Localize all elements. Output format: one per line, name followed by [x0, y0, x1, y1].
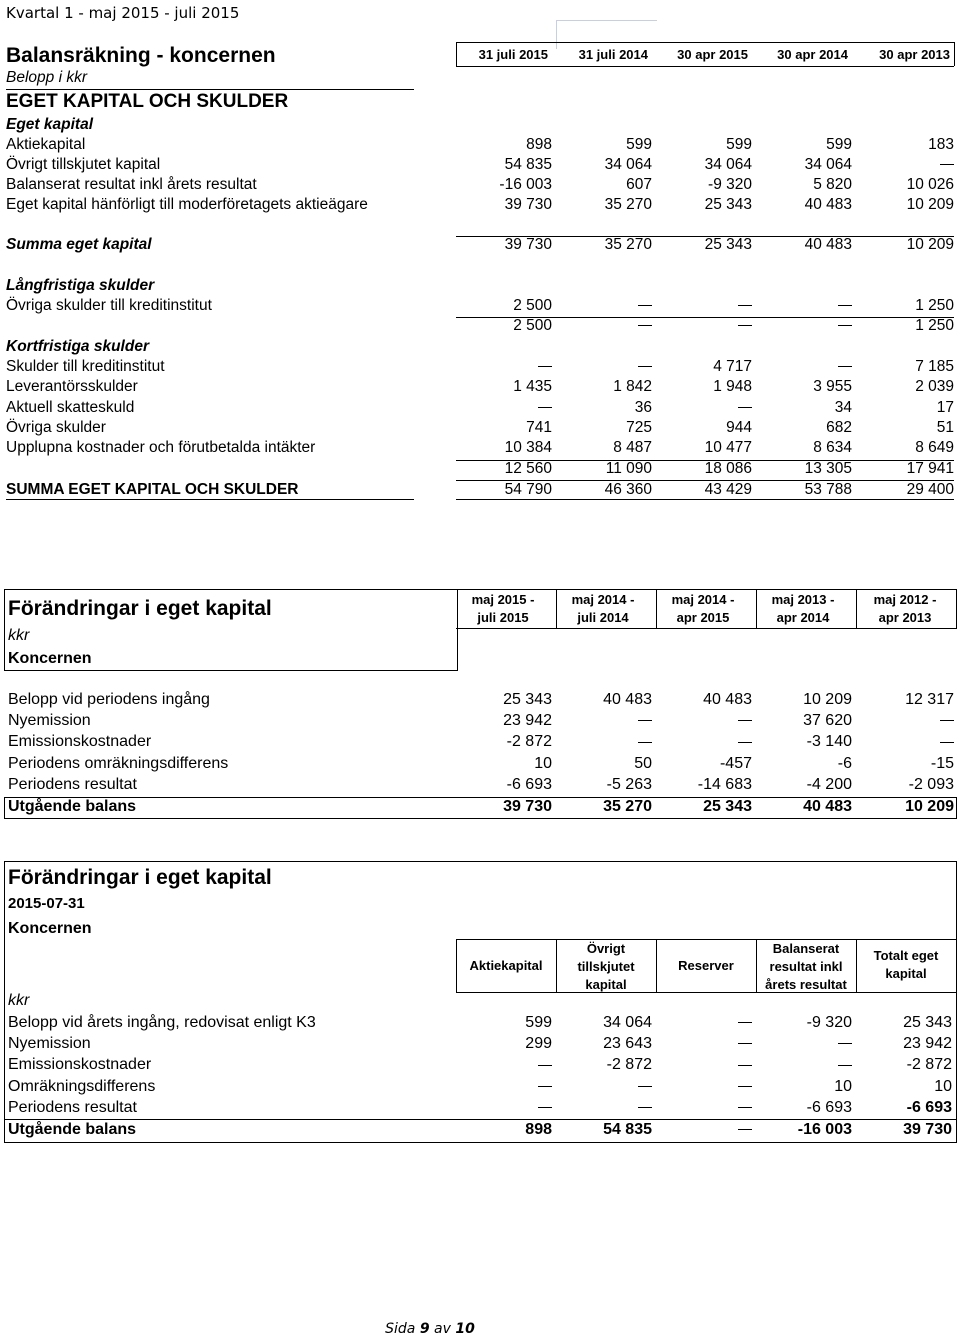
table-cell: 23 643 [603, 1035, 652, 1053]
column-header: juli 2015 [477, 610, 529, 625]
footer-mid: av [429, 1321, 456, 1337]
equity-group: Koncernen [8, 920, 92, 937]
dash-cell [650, 1099, 752, 1117]
table-cell: 2 500 [513, 317, 552, 334]
table-cell: 5 820 [813, 176, 852, 193]
dash-cell [448, 399, 552, 417]
table-cell: -2 872 [606, 1056, 652, 1074]
table-cell: 36 [634, 398, 652, 416]
table-cell: 8 649 [915, 439, 954, 457]
table-cell: 10 209 [803, 691, 852, 708]
table-cell: 39 730 [503, 798, 552, 815]
eget-kapital-heading: Eget kapital [6, 116, 93, 133]
table-cell: 18 086 [704, 459, 752, 477]
column-header: apr 2015 [676, 610, 730, 625]
dash-mark [940, 720, 954, 721]
balance-title: Balansräkning - koncernen [6, 44, 276, 67]
table-cell: 2 500 [513, 297, 552, 314]
table-cell: 682 [826, 418, 852, 436]
table-cell: 34 064 [704, 156, 752, 173]
table-cell: 944 [726, 418, 752, 436]
dash-cell [650, 1035, 752, 1053]
footer-total: 10 [455, 1321, 475, 1337]
table-cell: 599 [525, 1014, 552, 1031]
column-header: 31 juli 2015 [478, 47, 548, 62]
table-cell: 34 064 [604, 156, 652, 173]
row-label: Övriga skulder till kreditinstitut [6, 297, 212, 314]
table-cell: 46 360 [604, 481, 652, 498]
table-cell: 10 209 [905, 798, 954, 815]
table-cell: 2 039 [915, 378, 954, 396]
row-label: Emissionskostnader [8, 733, 152, 751]
dash-cell [748, 317, 852, 335]
dash-cell [548, 317, 652, 335]
table-cell: -6 693 [906, 1098, 952, 1116]
dash-cell [648, 399, 752, 417]
row-label: Utgående balans [8, 1121, 137, 1138]
row-label: Nyemission [8, 1035, 91, 1053]
table-cell: 10 [834, 1077, 852, 1095]
table-cell: 35 270 [603, 798, 652, 815]
column-header: maj 2014 - [571, 592, 635, 607]
table-cell: -457 [719, 754, 752, 772]
column-header: apr 2013 [878, 610, 932, 625]
table-cell: 43 429 [704, 481, 752, 498]
row-label: Nyemission [8, 712, 91, 730]
table-cell: 898 [525, 1121, 552, 1138]
row-label: Upplupna kostnader och förutbetalda intäkter [6, 439, 316, 457]
table-cell: 599 [826, 136, 852, 153]
row-label: Emissionskostnader [8, 1056, 152, 1074]
dash-cell [550, 1078, 652, 1096]
column-header-top-border [456, 42, 954, 43]
table-cell: 10 384 [504, 439, 552, 457]
changes-header-right-border [956, 589, 957, 629]
row-label: Belopp vid periodens ingång [8, 691, 210, 708]
table-cell: 1 842 [613, 378, 652, 396]
dash-cell [650, 1056, 752, 1074]
column-header: maj 2013 - [771, 592, 835, 607]
column-header: Reserver [678, 958, 734, 973]
equity-unit: kkr [8, 992, 30, 1009]
table-cell: 34 [834, 398, 852, 416]
row-label: Aktiekapital [6, 136, 86, 153]
row-label: Belopp vid årets ingång, redovisat enligt K3 [8, 1014, 316, 1031]
balance-unit: Belopp i kkr [6, 69, 87, 86]
table-cell: 37 620 [803, 712, 852, 730]
table-cell: 10 [934, 1077, 952, 1095]
dash-cell [650, 712, 752, 730]
table-cell: 34 064 [804, 156, 852, 173]
dash-cell [650, 733, 752, 751]
table-cell: -15 [930, 754, 954, 772]
table-cell: 54 835 [603, 1121, 652, 1138]
row-label: Balanserat resultat inkl årets resultat [6, 176, 257, 193]
table-cell: 725 [626, 418, 652, 436]
table-cell: 23 942 [903, 1035, 952, 1053]
table-cell: 25 343 [903, 1014, 952, 1031]
table-cell: 51 [936, 418, 954, 436]
table-cell: 8 634 [813, 439, 852, 457]
dash-cell [450, 1078, 552, 1096]
table-cell: -4 200 [806, 775, 852, 793]
column-header: 30 apr 2014 [777, 47, 848, 62]
table-cell: 39 730 [504, 236, 552, 253]
column-header: maj 2015 - [471, 592, 535, 607]
table-cell: 10 477 [704, 439, 752, 457]
table-cell: 25 343 [503, 691, 552, 708]
footer-prefix: Sida [385, 1321, 420, 1337]
equity-closing-separator [4, 1119, 957, 1120]
table-cell: 10 209 [906, 236, 954, 253]
table-cell: 12 317 [905, 691, 954, 708]
row-label: Periodens resultat [8, 775, 137, 793]
table-cell: 10 [534, 754, 552, 772]
table-cell: 39 730 [504, 196, 552, 213]
column-header: Balanserat [772, 941, 840, 956]
dash-cell [548, 358, 652, 376]
row-label: Periodens omräkningsdifferens [8, 754, 229, 772]
dash-mark [940, 742, 954, 743]
column-header: maj 2014 - [671, 592, 735, 607]
table-cell: 741 [526, 418, 552, 436]
table-cell: 35 270 [604, 196, 652, 213]
table-cell: 35 270 [604, 236, 652, 253]
changes-closing-box [4, 797, 957, 819]
table-cell: 54 835 [504, 156, 552, 173]
table-cell: 898 [526, 136, 552, 153]
changes-header-top-border [456, 589, 956, 590]
dash-cell [852, 712, 954, 730]
table-cell: 40 483 [803, 798, 852, 815]
table-cell: 17 941 [906, 459, 954, 477]
table-cell: -5 263 [606, 775, 652, 793]
table-cell: 10 026 [906, 176, 954, 193]
row-label: Skulder till kreditinstitut [6, 358, 165, 375]
column-header-right-border [954, 42, 955, 66]
row-label: Övrigt tillskjutet kapital [6, 156, 161, 173]
dash-cell [650, 1078, 752, 1096]
table-cell: 40 483 [804, 236, 852, 253]
row-label: Eget kapital hänförligt till moderföretagets aktieägare [6, 196, 368, 213]
row-label: SUMMA EGET KAPITAL OCH SKULDER [6, 481, 299, 498]
dash-cell [548, 297, 652, 315]
dash-cell [550, 733, 652, 751]
dash-cell [748, 358, 852, 376]
table-cell: -16 003 [797, 1121, 852, 1138]
page-footer [0, 1321, 860, 1337]
dash-cell [448, 358, 552, 376]
table-cell: -6 693 [806, 1098, 852, 1116]
table-cell: 25 343 [703, 798, 752, 815]
table-cell: -6 [837, 754, 852, 772]
column-header: Aktiekapital [469, 958, 543, 973]
table-cell: 8 487 [613, 439, 652, 457]
table-cell: -9 320 [806, 1014, 852, 1031]
row-label: Leverantörsskulder [6, 378, 138, 396]
table-cell: -6 693 [506, 775, 552, 793]
dash-cell [648, 297, 752, 315]
row-label: Utgående balans [8, 798, 137, 815]
dash-cell [850, 156, 954, 174]
table-cell: -2 093 [908, 775, 954, 793]
table-cell: 1 250 [915, 317, 954, 334]
table-cell: 40 483 [804, 196, 852, 213]
faint-frame [556, 20, 657, 49]
column-header: kapital [885, 966, 927, 981]
table-cell: -9 320 [708, 176, 752, 193]
column-header: apr 2014 [776, 610, 830, 625]
row-label: Summa eget kapital [6, 236, 152, 253]
column-header-underline [456, 66, 954, 67]
equity-title: Förändringar i eget kapital [8, 866, 272, 889]
dash-cell [450, 1056, 552, 1074]
column-header: Totalt eget [873, 948, 939, 963]
changes-group: Koncernen [8, 650, 92, 667]
table-cell: -2 872 [906, 1056, 952, 1074]
changes-title: Förändringar i eget kapital [8, 597, 272, 620]
column-header: 30 apr 2013 [879, 47, 950, 62]
dash-cell [650, 1121, 752, 1139]
total-values-underline [456, 499, 954, 500]
footer-page: 9 [419, 1321, 430, 1337]
table-cell: 11 090 [605, 459, 652, 477]
row-label: Periodens resultat [8, 1098, 137, 1116]
table-cell: 299 [525, 1035, 552, 1053]
table-cell: -16 003 [499, 176, 552, 193]
table-cell: -3 140 [806, 733, 852, 751]
column-header: maj 2012 - [873, 592, 937, 607]
table-cell: 12 560 [504, 459, 552, 477]
table-cell: 40 483 [703, 691, 752, 708]
row-label: Omräkningsdifferens [8, 1077, 156, 1095]
table-cell: 25 343 [704, 236, 752, 253]
table-cell: 183 [928, 136, 954, 153]
table-cell: 50 [634, 754, 652, 772]
table-cell: 1 250 [915, 297, 954, 314]
dash-cell [550, 1099, 652, 1117]
dash-cell [852, 733, 954, 751]
table-cell: 10 209 [906, 196, 954, 213]
section-title: EGET KAPITAL OCH SKULDER [6, 91, 289, 112]
dash-cell [450, 1099, 552, 1117]
table-cell: 4 717 [713, 358, 752, 375]
changes-unit: kkr [8, 627, 30, 644]
table-cell: 3 955 [813, 378, 852, 396]
dash-mark [940, 164, 954, 165]
column-header: Övrigt [586, 941, 626, 956]
dash-cell [750, 1035, 852, 1053]
table-cell: -14 683 [697, 775, 752, 793]
dash-cell [750, 1056, 852, 1074]
table-cell: -2 872 [506, 733, 552, 751]
column-header: 31 juli 2014 [578, 47, 648, 62]
table-cell: 13 305 [804, 459, 852, 477]
dash-cell [648, 317, 752, 335]
table-cell: 40 483 [603, 691, 652, 708]
row-label: Aktuell skatteskuld [6, 398, 135, 416]
row-label: Kortfristiga skulder [6, 338, 149, 355]
total-label-underline [6, 499, 414, 500]
unit-underline [6, 89, 414, 90]
column-header: årets resultat [765, 977, 847, 992]
page-header: Kvartal 1 - maj 2015 - juli 2015 [6, 4, 240, 22]
column-header: juli 2014 [577, 610, 629, 625]
equity-date: 2015-07-31 [8, 895, 85, 912]
dash-cell [550, 712, 652, 730]
table-cell: 1 948 [713, 378, 752, 396]
column-header: tillskjutet [577, 959, 635, 974]
table-cell: 29 400 [906, 481, 954, 498]
table-cell: 34 064 [603, 1014, 652, 1031]
column-header: resultat inkl [769, 959, 843, 974]
dash-cell [748, 297, 852, 315]
table-cell: 23 942 [503, 712, 552, 730]
table-cell: 599 [626, 136, 652, 153]
row-label: Långfristiga skulder [6, 277, 155, 294]
table-cell: 25 343 [704, 196, 752, 213]
table-cell: 7 185 [915, 358, 954, 375]
column-header: 30 apr 2015 [677, 47, 748, 62]
dash-cell [650, 1014, 752, 1032]
changes-header-bottom-border [456, 628, 956, 629]
table-cell: 607 [626, 176, 652, 193]
table-cell: 54 790 [504, 481, 552, 498]
table-cell: 53 788 [804, 481, 852, 498]
table-cell: 17 [936, 398, 954, 416]
column-header: kapital [585, 977, 627, 992]
row-label: Övriga skulder [6, 418, 106, 436]
table-cell: 1 435 [513, 378, 552, 396]
table-cell: 599 [726, 136, 752, 153]
table-cell: 39 730 [903, 1121, 952, 1138]
